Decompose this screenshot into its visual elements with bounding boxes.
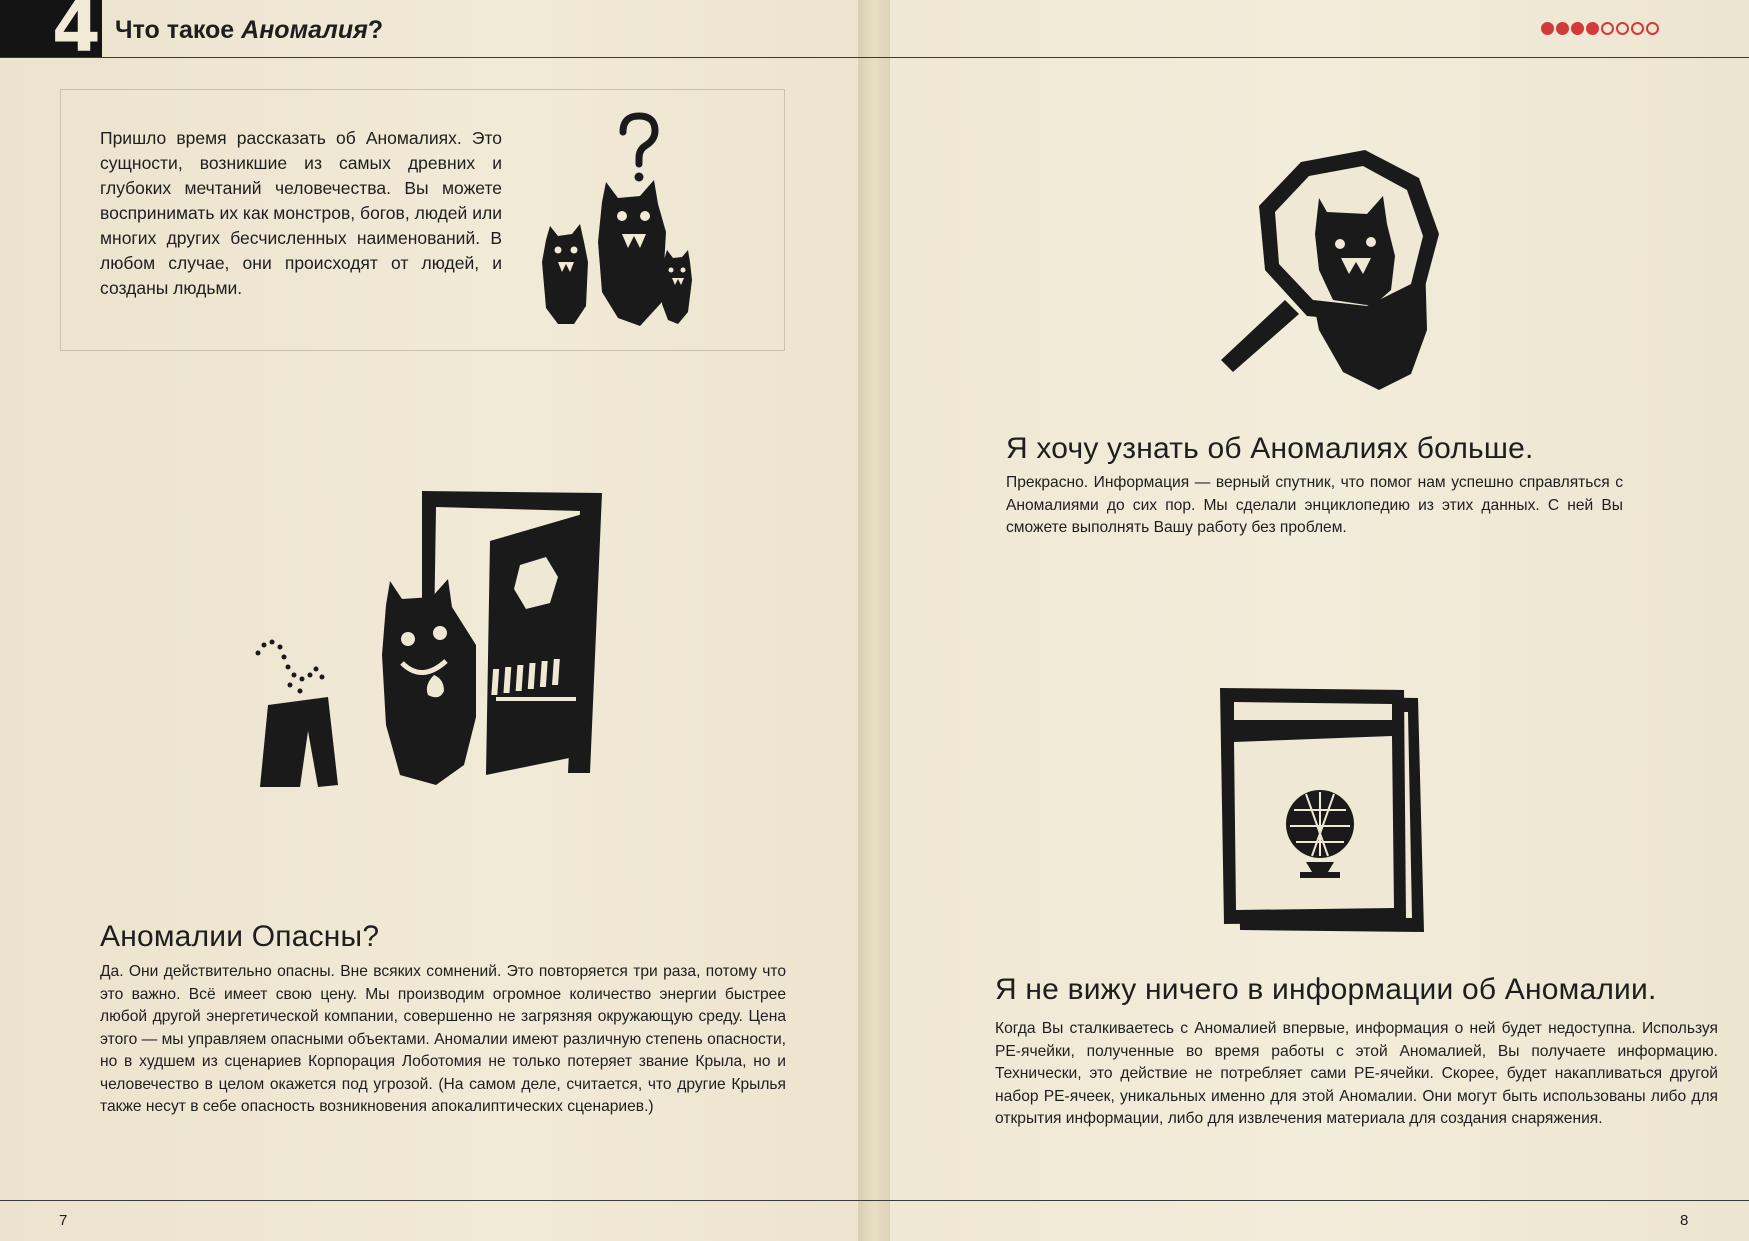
header-rule	[0, 57, 1749, 58]
progress-dot-filled	[1571, 22, 1584, 35]
progress-dot-filled	[1556, 22, 1569, 35]
book-gutter	[858, 0, 890, 1241]
progress-dot-empty	[1601, 22, 1614, 35]
locked-document-icon	[1216, 686, 1436, 934]
footer-rule	[0, 1200, 1749, 1201]
page-number-right: 8	[1680, 1212, 1689, 1229]
progress-dot-filled	[1586, 22, 1599, 35]
section-body-danger: Да. Они действительно опасны. Вне всяких сомнений. Это повторяется три раза, потому что это важно. Всё имеет свою цену. Мы производим огромное количество энергии быстрее любой другой энергетической компании, совершенно не загрязняя окружающую среду. Цена этого — мы управляем опасными объектами. Аномалии имеют различную степень опасности, но в худшем из сценариев Корпорация Лоботомия не только потеряет звание Крыла, но и человечество в целом окажется под угрозой. (На самом деле, считается, что другие Крылья также несут в себе опасность возникновения апокалиптических сценариев.)	[100, 963, 786, 1115]
progress-dot-empty	[1616, 22, 1629, 35]
chapter-number: 4	[52, 0, 101, 57]
page-number-left: 7	[59, 1212, 68, 1229]
section-heading-learn-more: Я хочу узнать об Аномалиях больше.	[1006, 432, 1534, 465]
section-body-learn-more: Прекрасно. Информация — верный спутник, что помог нам успешно справляться с Аномалиями до сих пор. Мы сделали энциклопедию из этих данных. С ней Вы сможете выполнять Вашу работу без проблем.	[1006, 474, 1623, 536]
monsters-question-icon	[530, 112, 710, 332]
progress-dot-filled	[1541, 22, 1554, 35]
title-emphasis: Аномалия	[241, 16, 368, 44]
progress-dot-empty	[1631, 22, 1644, 35]
page-title	[115, 16, 383, 45]
section-heading-danger: Аномалии Опасны?	[100, 920, 380, 953]
monster-escaping-door-icon	[250, 485, 610, 795]
title-prefix: Что такое	[115, 16, 242, 44]
title-suffix: ?	[367, 16, 384, 44]
magnifier-monster-icon	[1215, 150, 1445, 395]
section-progress-dots	[1541, 22, 1659, 35]
chapter-badge	[0, 0, 102, 57]
intro-text: Пришло время рассказать об Аномалиях. Это сущности, возникшие из самых древних и глубоких мечтаний человечества. Вы можете воспринимать их как монстров, богов, людей или многих других бесчисленных наименований. В любом случае, они происходят от людей, и созданы людьми.	[100, 128, 502, 298]
section-heading-no-info: Я не вижу ничего в информации об Аномалии.	[995, 973, 1657, 1006]
section-body-no-info: Когда Вы сталкиваетесь с Аномалией впервые, информация о ней будет недоступна. Используя PE-ячейки, полученные во время работы с этой Аномалией, Вы получаете информацию. Технически, это действие не потребляет сами PE-ячейки. Скорее, будет накапливаться другой набор PE-ячеек, уникальных именно для этой Аномалии. Они могут быть использованы либо для открытия информации, либо для извлечения материала для создания снаряжения.	[995, 1020, 1718, 1127]
progress-dot-empty	[1646, 22, 1659, 35]
